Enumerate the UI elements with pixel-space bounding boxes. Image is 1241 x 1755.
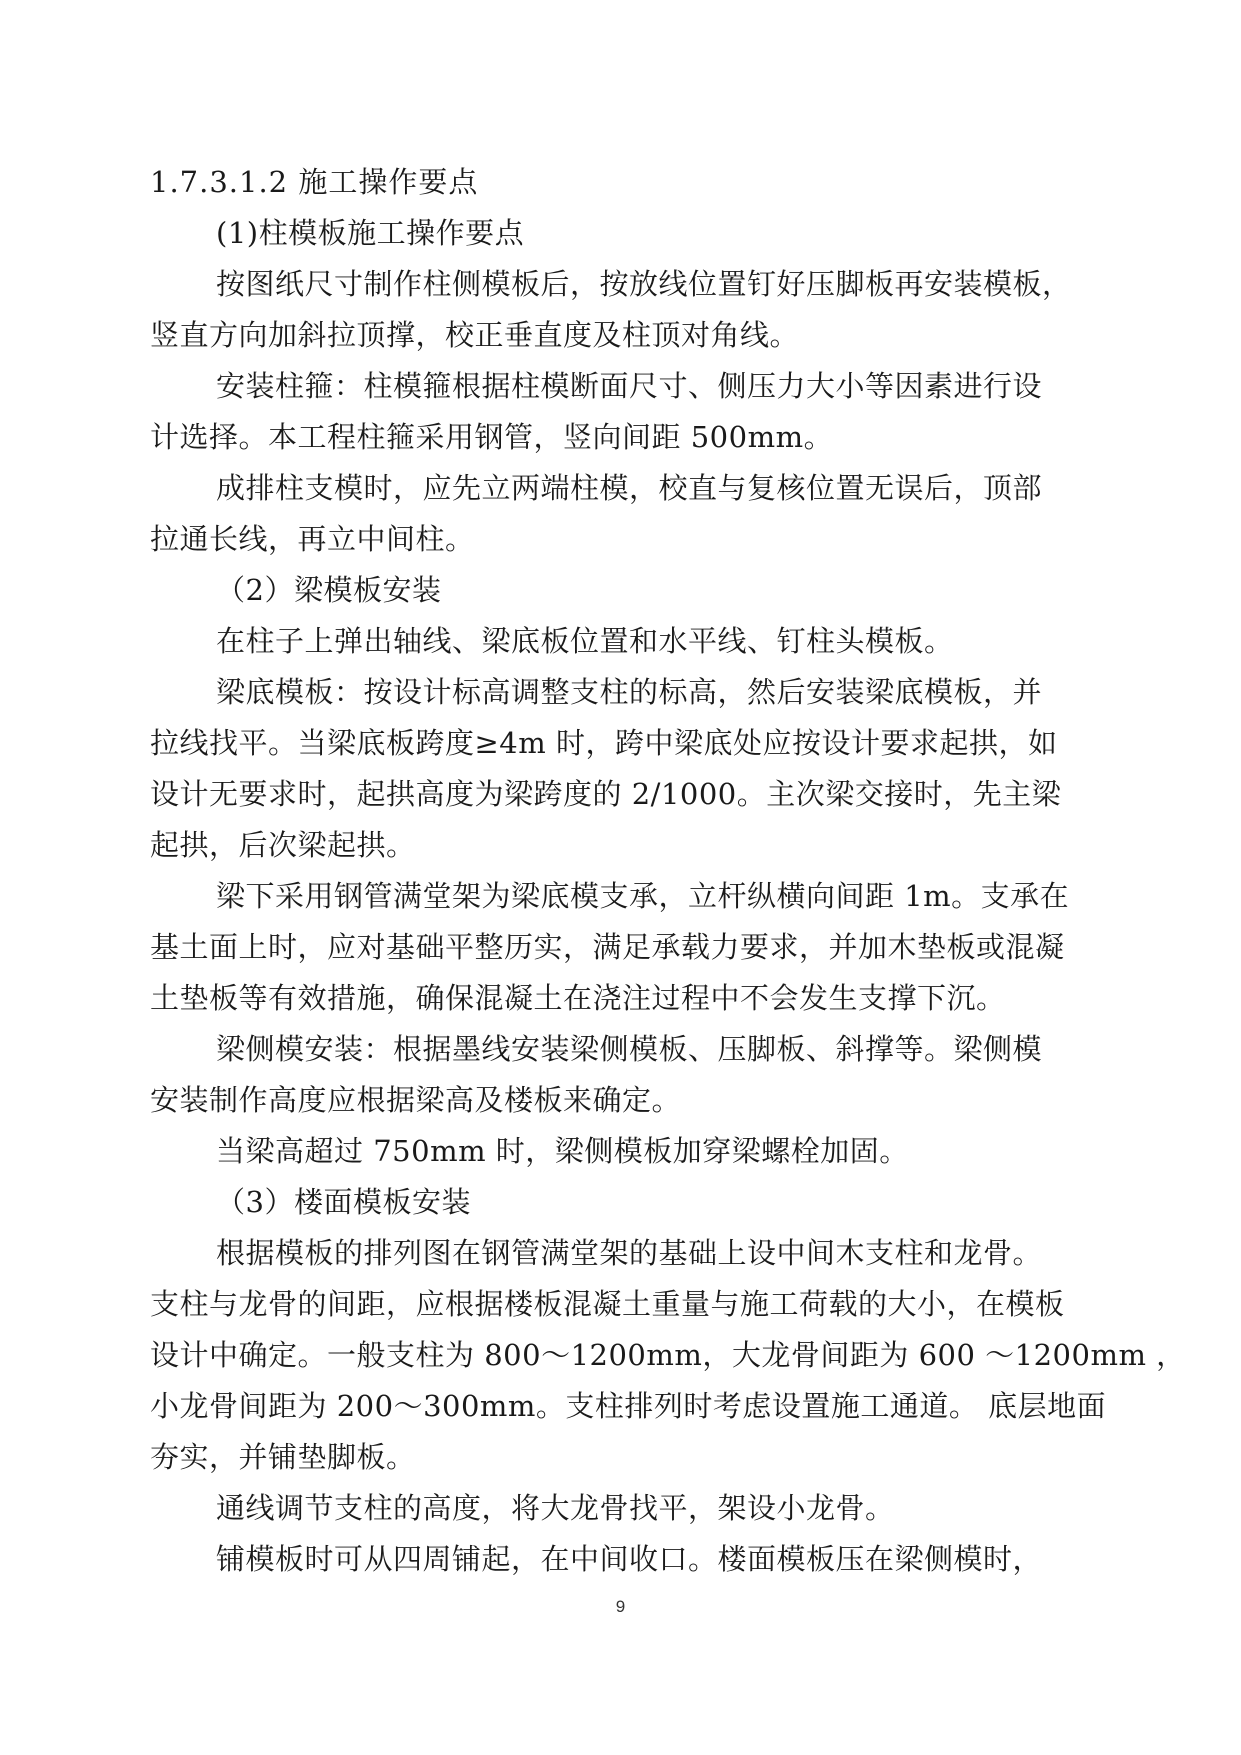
paragraph-line: 支柱与龙骨的间距，应根据楼板混凝土重量与施工荷载的大小，在模板: [150, 1287, 1065, 1321]
paragraph-line: 安装柱箍：柱模箍根据柱模断面尺寸、侧压力大小等因素进行设: [216, 369, 1043, 403]
paragraph-line: 梁下采用钢管满堂架为梁底模支承，立杆纵横向间距 1m。支承在: [216, 879, 1070, 913]
paragraph-line: 起拱，后次梁起拱。: [150, 828, 416, 862]
paragraph-line: 按图纸尺寸制作柱侧模板后，按放线位置钉好压脚板再安装模板，: [216, 267, 1072, 301]
paragraph-line: 基土面上时，应对基础平整历实，满足承载力要求，并加木垫板或混凝: [150, 930, 1065, 964]
paragraph-line: 夯实，并铺垫脚板。: [150, 1440, 416, 1474]
paragraph-line: 设计中确定。一般支柱为 800～1200mm，大龙骨间距为 600 ～1200mm ，: [150, 1338, 1186, 1372]
section-heading: 1.7.3.1.2 施工操作要点: [150, 165, 479, 199]
paragraph-line: 梁侧模安装：根据墨线安装梁侧模板、压脚板、斜撑等。梁侧模: [216, 1032, 1043, 1066]
paragraph-line: 小龙骨间距为 200～300mm。支柱排列时考虑设置施工通道。 底层地面: [150, 1389, 1107, 1423]
paragraph-line: 拉通长线，再立中间柱。: [150, 522, 475, 556]
paragraph-line: 计选择。本工程柱箍采用钢管，竖向间距 500mm。: [150, 420, 834, 454]
paragraph-line: 成排柱支模时，应先立两端柱模，校直与复核位置无误后，顶部: [216, 471, 1043, 505]
subsection-heading: （2）梁模板安装: [216, 573, 442, 607]
paragraph-line: 通线调节支柱的高度，将大龙骨找平，架设小龙骨。: [216, 1491, 895, 1525]
paragraph-line: 设计无要求时，起拱高度为梁跨度的 2/1000。主次梁交接时，先主梁: [150, 777, 1062, 811]
paragraph-line: 当梁高超过 750mm 时，梁侧模板加穿梁螺栓加固。: [216, 1134, 909, 1168]
paragraph-line: 在柱子上弹出轴线、梁底板位置和水平线、钉柱头模板。: [216, 624, 954, 658]
paragraph-line: 土垫板等有效措施，确保混凝土在浇注过程中不会发生支撑下沉。: [150, 981, 1006, 1015]
paragraph-line: 安装制作高度应根据梁高及楼板来确定。: [150, 1083, 682, 1117]
subsection-heading: （3）楼面模板安装: [216, 1185, 471, 1219]
paragraph-line: 拉线找平。当梁底板跨度≥4m 时，跨中梁底处应按设计要求起拱，如: [150, 726, 1058, 760]
paragraph-line: 梁底模板：按设计标高调整支柱的标高，然后安装梁底模板，并: [216, 675, 1043, 709]
document-body: [150, 157, 1186, 1585]
paragraph-line: 铺模板时可从四周铺起，在中间收口。楼面模板压在梁侧模时，: [216, 1542, 1043, 1576]
paragraph-line: 根据模板的排列图在钢管满堂架的基础上设中间木支柱和龙骨。: [216, 1236, 1043, 1270]
paragraph-line: 竖直方向加斜拉顶撑，校正垂直度及柱顶对角线。: [150, 318, 800, 352]
page-number: 9: [615, 1597, 626, 1616]
subsection-heading: (1)柱模板施工操作要点: [216, 216, 525, 250]
